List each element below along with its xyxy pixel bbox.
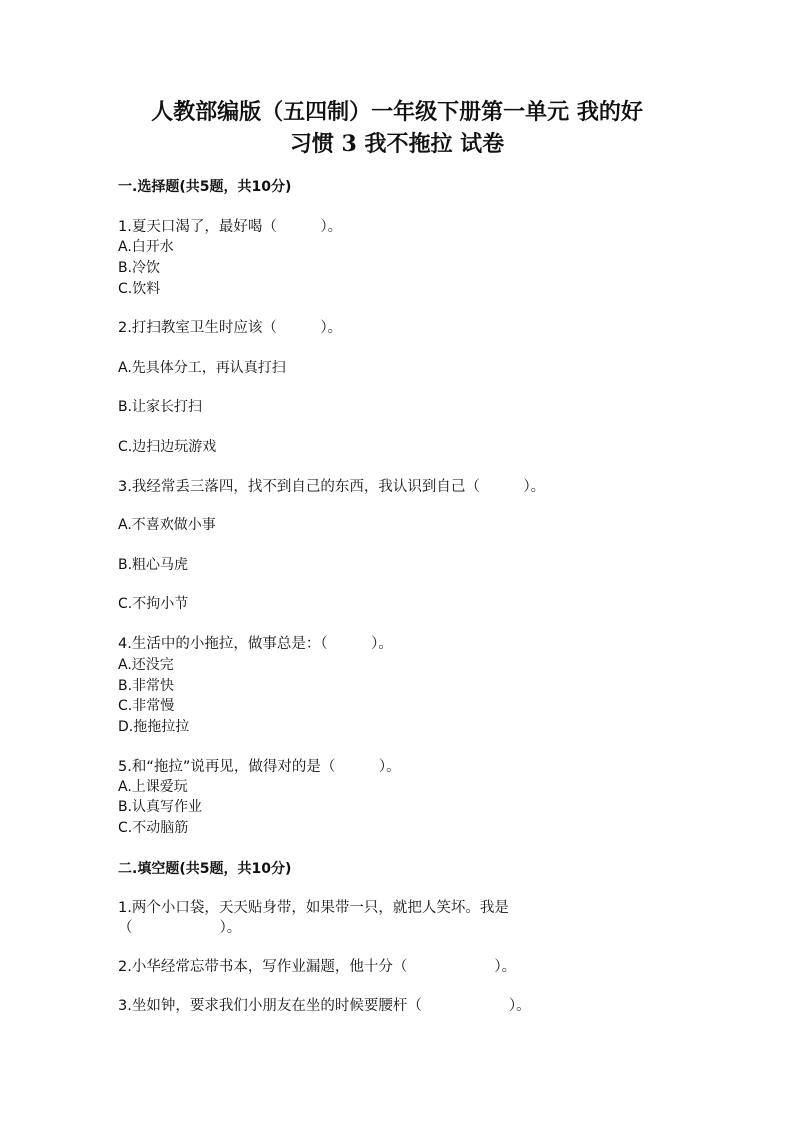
question-stem: 4.生活中的小拖拉，做事总是：（ ）。 xyxy=(118,636,393,652)
question-stem: 1.两个小口袋，天天贴身带，如果带一只，就把人笑坏。我是 xyxy=(118,900,509,916)
question-stem-continued: （ ）。 xyxy=(118,920,242,936)
question-stem: 2.小华经常忘带书本，写作业漏题，他十分（ ）。 xyxy=(118,959,517,975)
question-option: A.白开水 xyxy=(118,239,174,255)
question-stem: 1.夏天口渴了，最好喝（ ）。 xyxy=(118,219,343,235)
section-heading-fill-blank: 二.填空题(共5题，共10分) xyxy=(118,861,292,877)
page-title-line1: 人教部编版（五四制）一年级下册第一单元 我的好 xyxy=(151,99,643,125)
question-option: C.不拘小节 xyxy=(118,596,189,612)
question-stem: 2.打扫教室卫生时应该（ ）。 xyxy=(118,320,343,336)
question-option: B.粗心马虎 xyxy=(118,557,189,573)
question-option: A.还没完 xyxy=(118,657,174,673)
question-stem: 5.和“拖拉”说再见，做得对的是（ ）。 xyxy=(118,759,401,775)
section-heading-choice: 一.选择题(共5题，共10分) xyxy=(118,179,292,195)
question-option: A.上课爱玩 xyxy=(118,779,188,795)
question-option: C.不动脑筋 xyxy=(118,820,189,836)
question-option: B.冷饮 xyxy=(118,260,161,276)
question-option: C.边扫边玩游戏 xyxy=(118,439,217,455)
question-option: C.饮料 xyxy=(118,281,161,297)
question-option: A.不喜欢做小事 xyxy=(118,517,216,533)
question-option: D.拖拖拉拉 xyxy=(118,719,190,735)
question-stem: 3.坐如钟，要求我们小朋友在坐的时候要腰杆（ ）。 xyxy=(118,998,531,1014)
question-option: B.非常快 xyxy=(118,678,175,694)
question-option: C.非常慢 xyxy=(118,698,175,714)
question-stem: 3.我经常丢三落四，找不到自己的东西，我认识到自己（ ）。 xyxy=(118,479,546,495)
question-option: A.先具体分工，再认真打扫 xyxy=(118,360,286,376)
question-option: B.认真写作业 xyxy=(118,799,203,815)
question-option: B.让家长打扫 xyxy=(118,399,203,415)
page-title-line2: 习惯 3 我不拖拉 试卷 xyxy=(289,131,505,157)
